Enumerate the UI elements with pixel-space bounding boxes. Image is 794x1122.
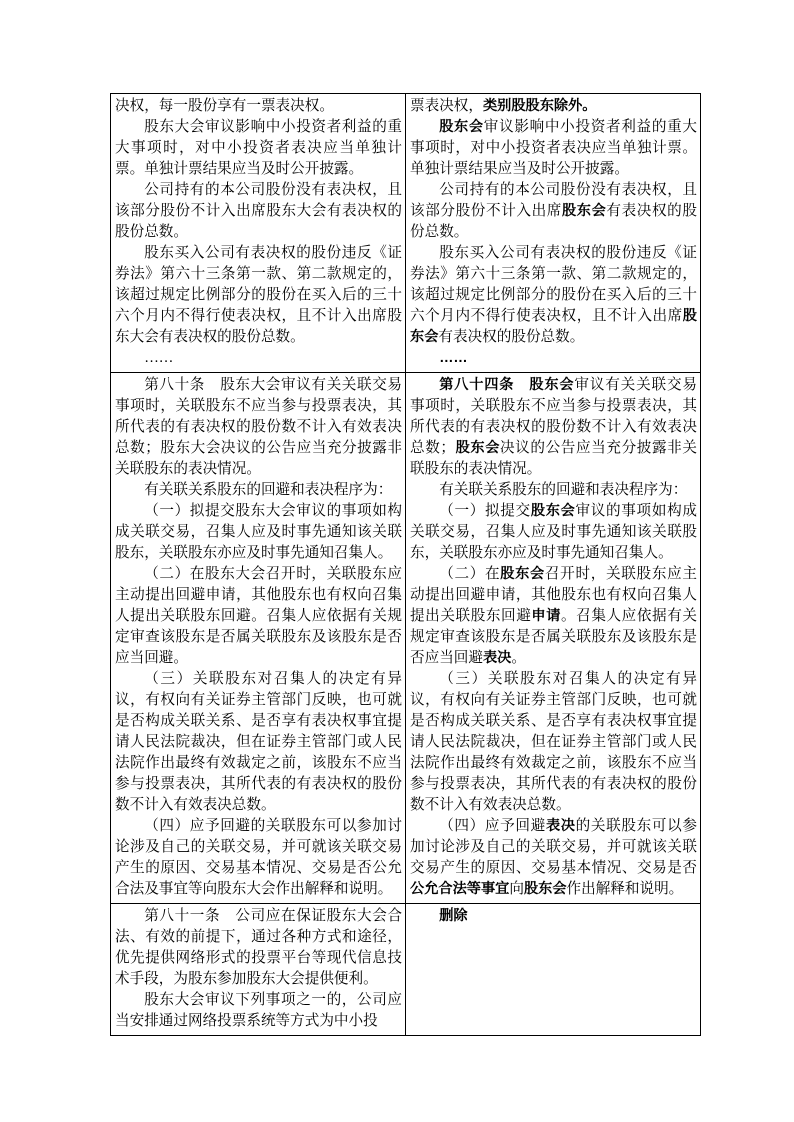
text-run: 有表决权的股份总数。 <box>410 203 697 240</box>
text-run: 。 <box>511 650 526 666</box>
revised-text-cell <box>406 373 701 904</box>
original-text-cell <box>111 904 406 1036</box>
revised-text-run: 删除 <box>439 908 468 924</box>
text-run: 审议影响中小投资者利益的重大事项时，对中小投资者表决应当单独计票。单独计票结果应当及时公开披露。 <box>410 119 697 177</box>
revised-text-run: 股东会 <box>410 308 697 345</box>
clause-paragraph <box>115 669 402 816</box>
clause-paragraph <box>410 243 697 348</box>
text-run: 有表决权的股份总数。 <box>438 329 585 345</box>
text-run: 审议的事项如构成关联交易，召集人应及时事先通知该关联股东，关联股东亦应及时事先通知召集人。 <box>410 503 697 561</box>
text-run: （一）拟提交股东大会审议的事项如构成关联交易，召集人应及时事先通知该关联股东，关联股东亦应及时事先通知召集人。 <box>115 503 402 561</box>
clause-paragraph <box>410 375 697 480</box>
text-run: 股东大会审议影响中小投资者利益的重大事项时，对中小投资者表决应当单独计票。单独计票结果应当及时公开披露。 <box>115 119 402 177</box>
text-run: （一）拟提交 <box>439 503 531 519</box>
text-run: （三）关联股东对召集人的决定有异议，有权向有关证券主管部门反映，也可就是否构成关联关系、是否享有表决权事宜提请人民法院裁决，但在证券主管部门或人民法院作出最终有效裁定之前，该股东不应当参与投票表决，其所代表的有表决权的股份数不计入有效表决总数。 <box>410 671 697 813</box>
text-run: 第八十一条 公司应在保证股东大会合法、有效的前提下，通过各种方式和途径，优先提供网络形式的投票平台等现代信息技术手段，为股东参加股东大会提供便利。 <box>115 908 402 987</box>
original-text-cell <box>111 94 406 373</box>
text-run: 决权，每一股份享有一票表决权。 <box>115 98 334 114</box>
clause-paragraph <box>115 480 402 501</box>
clause-paragraph <box>115 501 402 564</box>
revised-text-run: 股东会 <box>439 119 484 135</box>
text-run: 决议的公告应当充分披露非关联股东的表决情况。 <box>410 440 697 477</box>
revised-text-run: 表决 <box>482 650 512 666</box>
revised-text-run: 股东会 <box>530 503 576 519</box>
text-run: （四）应予回避 <box>439 818 546 834</box>
clause-paragraph <box>410 96 697 117</box>
text-run: 第八十条 股东大会审议有关关联交易事项时，关联股东不应当参与投票表决，其所代表的有表决权的股份数不计入有效表决总数；股东大会决议的公告应当充分披露非关联股东的表决情况。 <box>115 377 402 477</box>
revised-text-run: 类别股股东除外。 <box>482 98 597 114</box>
revised-text-run: 申请 <box>531 608 561 624</box>
text-run: 向 <box>509 881 524 897</box>
revised-text-run: 公允合法等事宜 <box>410 881 510 897</box>
revised-text-run: 股东会 <box>523 881 567 897</box>
text-run: 股东买入公司有表决权的股份违反《证券法》第六十三条第一款、第二款规定的，该超过规定比例部分的股份在买入后的三十六个月内不得行使表决权，且不计入出席 <box>410 245 697 324</box>
text-run: 股东买入公司有表决权的股份违反《证券法》第六十三条第一款、第二款规定的，该超过规定比例部分的股份在买入后的三十六个月内不得行使表决权，且不计入出席股东大会有表决权的股份总数。 <box>115 245 402 345</box>
text-run: 票表决权， <box>410 98 483 114</box>
text-run: 有关联关系股东的回避和表决程序为： <box>439 482 688 498</box>
clause-paragraph <box>115 96 402 117</box>
table-row <box>111 94 701 373</box>
text-run: （四）应予回避的关联股东可以参加讨论涉及自己的关联交易，并可就该关联交易产生的原因、交易基本情况、交易是否公允合法及事宜等向股东大会作出解释和说明。 <box>115 818 402 897</box>
text-run: 公司持有的本公司股份没有表决权，且该部分股份不计入出席 <box>410 182 697 219</box>
clause-paragraph <box>115 117 402 180</box>
clause-paragraph <box>115 816 402 900</box>
clause-paragraph <box>410 501 697 564</box>
clause-paragraph <box>410 669 697 816</box>
text-run: 作出解释和说明。 <box>566 881 684 897</box>
clause-paragraph <box>115 990 402 1032</box>
revised-text-run: 股东会 <box>500 566 545 582</box>
clause-paragraph <box>410 564 697 669</box>
text-run: （二）在股东大会召开时，关联股东应主动提出回避申请，其他股东也有权向召集人提出关联股东回避。召集人应依据有关规定审查该股东是否属关联股东及该股东是否应当回避。 <box>115 566 402 666</box>
revised-text-run: …… <box>439 350 468 366</box>
clause-paragraph <box>410 480 697 501</box>
clause-paragraph <box>115 180 402 243</box>
revised-text-run: 股东会 <box>562 203 607 219</box>
clause-paragraph <box>410 117 697 180</box>
clause-paragraph <box>410 906 697 927</box>
revised-text-run: 股东会 <box>455 440 500 456</box>
clause-paragraph <box>115 348 402 369</box>
revised-text-run: 第八十四条 股东会 <box>439 377 575 393</box>
comparison-table-body <box>111 94 701 1036</box>
comparison-table <box>110 93 701 1036</box>
original-text-cell <box>111 373 406 904</box>
text-run: 有关联关系股东的回避和表决程序为： <box>144 482 393 498</box>
revised-text-cell <box>406 94 701 373</box>
revised-text-run: 表决 <box>545 818 576 834</box>
text-run: 。召集人应依据有关规定审查该股东是否属关联股东及该股东是否应当回避 <box>410 608 697 666</box>
clause-paragraph <box>115 906 402 990</box>
clause-paragraph <box>115 375 402 480</box>
text-run: 审议有关关联交易事项时，关联股东不应当参与投票表决，其所代表的有表决权的股份数不计入有效表决总数； <box>410 377 697 456</box>
clause-paragraph <box>410 348 697 369</box>
clause-paragraph <box>410 180 697 243</box>
text-run: （三）关联股东对召集人的决定有异议，有权向有关证券主管部门反映，也可就是否构成关联关系、是否享有表决权事宜提请人民法院裁决，但在证券主管部门或人民法院作出最终有效裁定之前，该股东不应当参与投票表决，其所代表的有表决权的股份数不计入有效表决总数。 <box>115 671 402 813</box>
text-run: …… <box>144 350 174 366</box>
text-run: 股东大会审议下列事项之一的，公司应当安排通过网络投票系统等方式为中小投 <box>115 992 402 1029</box>
clause-paragraph <box>115 243 402 348</box>
revised-text-cell <box>406 904 701 1036</box>
clause-paragraph <box>115 564 402 669</box>
table-row <box>111 373 701 904</box>
text-run: 的关联股东可以参加讨论涉及自己的关联交易，并可就该关联交易产生的原因、交易基本情况、交易是否 <box>410 818 697 876</box>
table-row <box>111 904 701 1036</box>
text-run: 召开时，关联股东应主动提出回避申请，其他股东也有权向召集人提出关联股东回避 <box>410 566 697 624</box>
text-run: 公司持有的本公司股份没有表决权，且该部分股份不计入出席股东大会有表决权的股份总数。 <box>115 182 402 240</box>
clause-paragraph <box>410 816 697 900</box>
text-run: （二）在 <box>439 566 501 582</box>
